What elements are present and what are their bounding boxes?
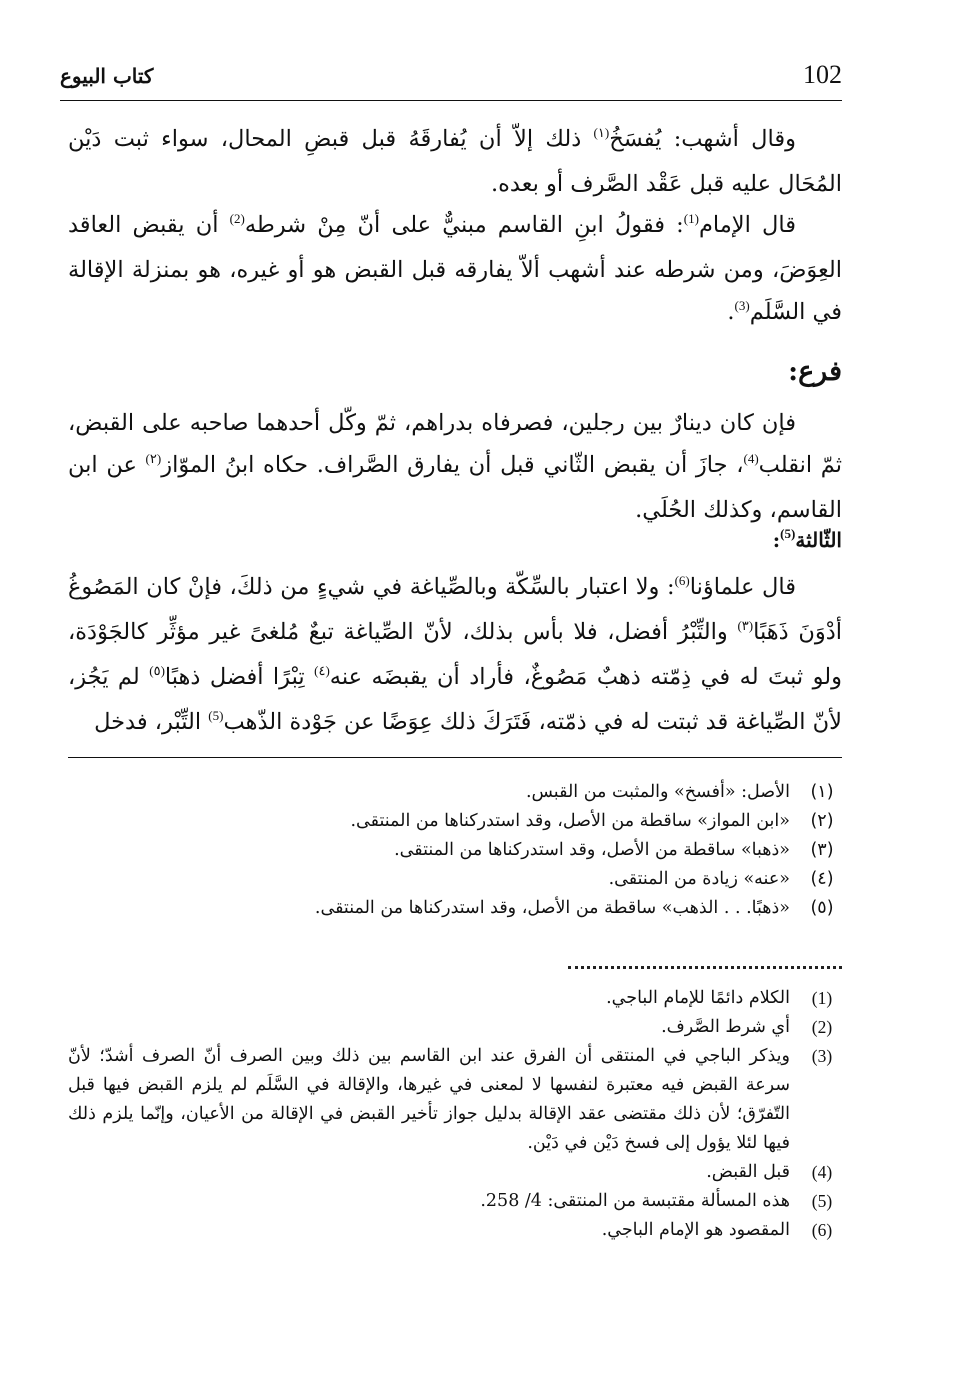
- text-run: تِبْرًا أفضل ذهبًا: [164, 664, 315, 690]
- footnote-item: [68, 836, 842, 865]
- footnote-separator: [68, 757, 842, 758]
- footnote-number: (١): [810, 782, 834, 802]
- header-rule: [60, 100, 842, 101]
- footnotes-editor: [68, 778, 842, 923]
- footnote-item: [68, 1187, 842, 1216]
- footnote-ref[interactable]: (٣): [737, 618, 754, 633]
- text-run: عن ابن القاسم، وكذلك الحُلَي.: [68, 452, 842, 523]
- page-number: 102: [803, 60, 842, 89]
- paragraph-3: [68, 402, 842, 531]
- footnote-text: «ذهبا» ساقطة من الأصل، وقد استدركناها من المنتقى.: [394, 840, 790, 860]
- footnote-item: [68, 1158, 842, 1187]
- text-run: فإن كان دينارٌ بين رجلين، فصرفاه بدراهم، ثمّ وكّل أحدهما صاحبه على القبض، ثمّ انقلب: [68, 410, 843, 478]
- footnote-ref[interactable]: (6): [674, 573, 690, 588]
- paragraph-1: [68, 118, 842, 205]
- footnote-item: [68, 894, 842, 923]
- footnote-text: ويذكر الباجي في المنتقى أن الفرق عند ابن القاسم بين ذلك وبين الصرف أنّ الصرف أشدّ؛ لأنّ سرعة القبض فيه معتبرة لنفسها لا لمعنى في غيرها، والإقالة في السَّلَم لم يلزم القبض فيها قبل التّفرّق؛ لأن ذلك مقتضى عقد الإقالة بدليل جواز تأخير القبض في الإقالة من الأعيان، وإنّما يلزم ذلك فيها لئلا يؤول إلى فسخ دَيْن في دَيْن.: [68, 1046, 790, 1153]
- text-run: : فقولُ ابنِ القاسم مبنيٌّ على أنّ مِنْ شرطه: [244, 212, 684, 238]
- footnote-item: [68, 984, 842, 1013]
- text-run: : ولا اعتبار بالسِّكّة وبالصِّياغة في شيءٍ من ذلكَ، فإنْ كان المَصُوغُ أدْوَنَ ذَهَبًا: [68, 574, 842, 645]
- footnote-text: أي شرط الصَّرف.: [661, 1017, 790, 1037]
- paragraph-4: [68, 566, 842, 746]
- heading-text: فرع:: [788, 356, 842, 387]
- footnote-text: «ابن المواز» ساقطة من الأصل، وقد استدركناها من المنتقى.: [350, 811, 790, 831]
- footnotes-author: [68, 984, 842, 1245]
- text-run: وقال أشهب: يُفسَخُ: [609, 126, 796, 152]
- footnote-text: الكلام دائمًا للإمام الباجي.: [606, 988, 790, 1008]
- footnote-number: (٤): [810, 869, 834, 889]
- footnote-ref[interactable]: (١): [593, 125, 610, 140]
- footnote-text: هذه المسألة مقتبسة من المنتقى: 4/ 258.: [480, 1191, 790, 1211]
- footnote-item: [68, 865, 842, 894]
- footnote-ref[interactable]: (4): [743, 451, 759, 466]
- text-run: ذلك إلاّ أن يُفارقَهُ قبل قبضِ المحال، سواء ثبت دَيْن المُحَال عليه قبل عَقْد الصَّرف أو بعده.: [68, 126, 842, 197]
- text-run: أن يقبض العاقد العِوَضَ، ومن شرطه عند أشهب ألاّ يفارقه قبل القبض هو أو غيره، هو بمنزلة الإقالة في السَّلَم: [68, 212, 842, 325]
- subheading: [68, 524, 842, 559]
- text-run: والتِّبْرُ أفضل، فلا بأس بذلك، لأنّ الصِّياغة تبعٌ مُلغىً غير مؤثِّر كالجَوْدَة، ولو ثبتَ له في ذِمّته ذهبٌ مَصُوغٌ، فأراد أن يقبضَه عنه: [68, 619, 842, 690]
- text-run: الثّالثة: [795, 528, 842, 552]
- footnote-ref[interactable]: (1): [683, 211, 699, 226]
- footnote-item: [68, 778, 842, 807]
- footnote-number: (٢): [810, 811, 834, 831]
- footnote-text: قبل القبض.: [706, 1162, 790, 1182]
- footnote-item: [68, 1042, 842, 1158]
- dotted-separator: [568, 966, 842, 969]
- text-run: ، جازَ أن يقبض الثّاني قبل أن يفارق الصَّراف. حكاه ابنُ الموّاز: [161, 452, 744, 478]
- footnote-text: الأصل: «أفسخ» والمثبت من القبس.: [525, 782, 790, 802]
- footnote-ref[interactable]: (٢): [145, 451, 162, 466]
- footnote-number: (6): [811, 1220, 833, 1240]
- text-run: :: [772, 528, 781, 552]
- text-run: التِّبْر، فدخل: [94, 709, 209, 735]
- footnote-ref[interactable]: (٤): [314, 663, 330, 678]
- text-run: .: [727, 299, 735, 325]
- footnote-ref[interactable]: (5): [208, 708, 224, 723]
- footnote-number: (٥): [810, 898, 834, 918]
- page-header: [60, 58, 842, 100]
- footnote-text: «ذهبًا. . . الذهب» ساقطة من الأصل، وقد استدركناها من المنتقى.: [314, 898, 790, 918]
- paragraph-2: [68, 204, 842, 336]
- footnote-ref[interactable]: (2): [229, 211, 245, 226]
- footnote-ref[interactable]: (3): [734, 298, 750, 313]
- footnote-ref[interactable]: (5): [780, 526, 796, 541]
- text-run: قال الإمام: [698, 212, 796, 238]
- footnote-item: [68, 1216, 842, 1245]
- text-run: لم يَجُز، لأنّ الصِّياغة قد ثبتت له في ذمّته، فَتَرَكَ ذلك عِوَضًا عن جَوْدة الذّهب: [68, 664, 842, 735]
- footnote-number: (2): [811, 1017, 833, 1037]
- footnote-item: [68, 1013, 842, 1042]
- footnote-number: (1): [811, 988, 833, 1008]
- text-run: قال علماؤنا: [689, 574, 796, 600]
- footnote-text: المقصود هو الإمام الباجي.: [601, 1220, 790, 1240]
- section-heading: [68, 350, 842, 394]
- footnote-number: (4): [811, 1162, 833, 1182]
- footnote-number: (5): [811, 1191, 833, 1211]
- footnote-number: (٣): [810, 840, 834, 860]
- footnote-number: (3): [811, 1046, 833, 1066]
- footnote-item: [68, 807, 842, 836]
- book-title: كتاب البيوع: [60, 64, 154, 88]
- footnote-ref[interactable]: (٥): [149, 663, 165, 678]
- footnote-text: «عنه» زيادة من المنتقى.: [608, 869, 790, 889]
